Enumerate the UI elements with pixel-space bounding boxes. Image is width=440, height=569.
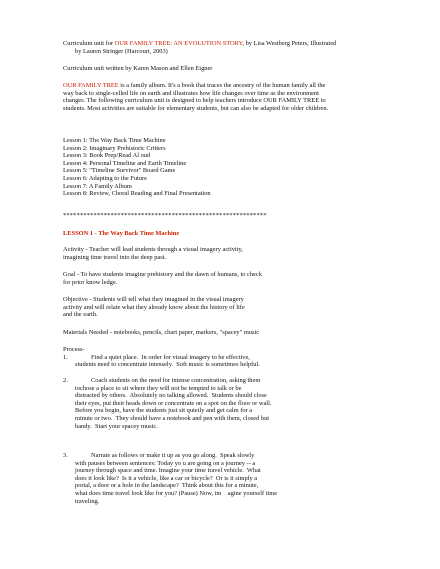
materials-line: Materials Needed - notebooks, pencils, chart paper, markers, "spacey" music [63,329,260,336]
step-text: traveling. [75,497,100,505]
materials-paragraph [63,329,408,337]
activity-paragraph [63,246,408,261]
activity-line: imagining time travel into the deep past. [63,253,167,261]
curriculum-credit-line-1 [63,40,408,48]
step-number: 1. [63,353,68,361]
step-text: their eyes, put their heads down or concentrate on a spot on the floor or wall. [75,399,272,407]
step-text: tochose a place to sit where they will not be tempted to talk or be [75,384,242,392]
process-step-3-first [63,452,408,460]
lesson-1-heading: LESSON 1 - The Way Back Time Machine [63,230,180,237]
lesson-list-item: Lesson 7: A Family Album [63,182,132,190]
written-by [63,65,408,73]
goal-line: Goal - To have students imagine prehistory and the dawn of humans, to check [63,271,262,278]
goal-paragraph [63,271,408,286]
lesson-list-item: Lesson 5: "Timeline Survivor" Board Game [63,167,176,175]
lesson-list-item: Lesson 2: Imaginary Prehistoric Critters [63,144,166,152]
step-text: does it look like? Is it a vehicle, like a car or bicycle? Or is it simply a [75,474,258,482]
book-description [63,82,408,112]
illustrator-credit: by Lauren Stringer (Harcourt, 2003) [75,47,168,55]
book-title: OUR FAMILY TREE: AN EVOLUTION STORY [114,40,243,47]
process-section [63,346,408,369]
step-text: portal, a door or a hole in the landscape? Think about this for a minute, [75,482,259,490]
lesson-list-item: Lesson 1: The Way Back Time Machine [63,137,166,144]
step-text: Before you begin, have the students just sit quietly and get calm for a [75,407,253,415]
book-name: OUR FAMILY TREE [63,82,119,89]
goal-line: for prior know ledge. [63,278,118,286]
step-text: what does time travel look like for you? (Pause) Now, im agine yourself time [75,489,278,497]
lesson-list [63,137,408,198]
step-text: distracted by others. Absolutely no talking allowed. Students should close [75,392,267,400]
step-text: Find a quiet place. In order for visual imagery to be effective, [91,353,250,361]
written-by-text: Curriculum unit written by Karen Mason and Ellen Eigner [63,65,213,72]
lesson-list-item: Lesson 3: Book Prep/Read Al oud [63,152,151,160]
step-text: handy. Start your spacey music. [75,422,158,430]
step-text: Narrate as follows or make it up as you go along. Speak slowly [91,452,255,459]
description-line-1 [63,82,408,90]
step-number: 2. [63,377,68,384]
description-line-3: changes. The following curriculum unit is designed to help teachers introduce OUR FAMILY TREE to [63,97,326,105]
process-step-2 [63,377,408,430]
step-number: 3. [63,452,68,459]
step-text: with pauses between sentences: Today yo u are going on a journey -- a [75,459,256,467]
description-line-1-rest: is a family album. It's a book that traces the ancestry of the human family all the [118,82,326,89]
process-step-2-first [63,377,408,385]
description-line-2: way back to single-celled life on earth and illustrates how life changes over time as the environment [63,89,319,97]
curriculum-prefix: Curriculum unit for [63,40,115,47]
step-text: journey through space and time. Imagine your time travel vehicle. What [75,467,261,475]
process-step-3 [63,452,408,505]
objective-line: activity and will relate what they already know about the history of life [63,303,245,311]
description-line-4: students. Most activities are suitable for elementary students, but can also be adapted for older children. [63,104,329,112]
objective-line: Objective - Students will tell what they imagined in the visual imagery [63,296,244,303]
curriculum-credit [63,40,408,55]
objective-paragraph [63,296,408,319]
curriculum-suffix: , by Lisa Westberg Peters, Illustrated [242,40,337,47]
objective-line: and the earth. [63,311,98,319]
lesson-list-item: Lesson 6: Adapting to the Future [63,174,147,182]
process-label: Process- [63,346,85,353]
process-step-1 [63,354,408,362]
lesson-list-item: Lesson 8: Review, Choral Reading and Final Presentation [63,190,211,198]
lesson-list-item: Lesson 4: Personal Timeline and Earth Timeline [63,159,187,167]
step-text: Coach students on the need for intense concentration, asking them [91,377,261,384]
star-divider [63,212,408,220]
activity-line: Activity - Teacher will lead students through a visual imagery activity, [63,246,243,253]
lesson-1-section [63,230,408,238]
step-text: students need to concentrate intensely. Soft music is sometimes helpful. [75,361,260,369]
step-text: minute or two. They should have a notebook and pen with them, closed but [75,414,270,422]
star-divider-text: ************************************************************ [63,212,267,219]
